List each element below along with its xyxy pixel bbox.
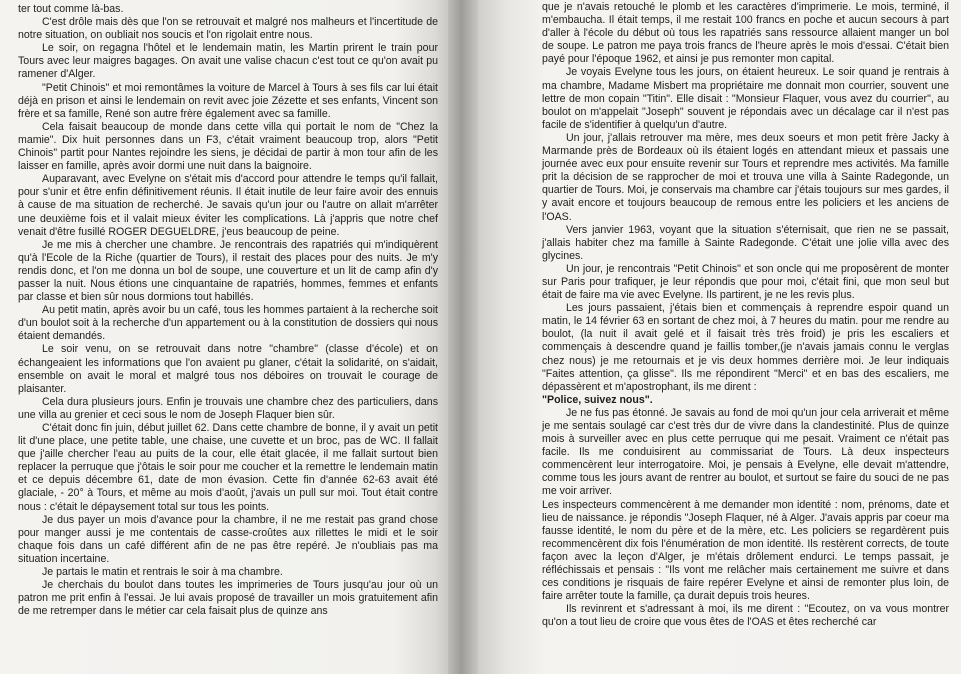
paragraph: Le soir, on regagna l'hôtel et le lendemain matin, les Martin prirent le train pour Tours avec leur maigres bagages. On avait une valise chacun c'est tout ce qu'on avait pu ramener d'Alger. [18, 42, 438, 81]
book-gutter [448, 0, 478, 674]
left-page [0, 0, 448, 674]
paragraph: Je voyais Evelyne tous les jours, on étaient heureux. Le soir quand je rentrais à ma chambre, Madame Misbert ma propriétaire me donnait mon courrier, souvent une lettre de mon copain "Titin". Elle disait : "Monsieur Flaquer, vous avez du courrier", au boulot on m'appelait "Joseph" souvent je répondais avec un décalage car il n'est pas facile de s'identifier à quelqu'un d'autre. [542, 66, 949, 131]
paragraph: Un jour, j'allais retrouver ma mère, mes deux soeurs et mon petit frère Jacky à Marmande près de Bordeaux où ils étaient logés en attendant mieux et passais une journée avec eux pour ensuite revenir sur Tours et reprendre mes activités. Ma famille prit la décision de se rapprocher de moi et trouva une villa à Sainte Radegonde, un quartier de Tours. Moi, je conservais ma chambre car j'étais toujours sur mes gardes, il y avait encore et toujours beaucoup de remous entre les policiers et les anciens de l'OAS. [542, 131, 949, 223]
paragraph: Un jour, je rencontrais "Petit Chinois" et son oncle qui me proposèrent de monter sur Paris pour trafiquer, je leur répondis que pour moi, c'était fini, que mon seul but était de faire ma vie avec Evelyne. Ils partirent, je ne les revis plus. [542, 262, 949, 302]
paragraph: Vers janvier 1963, voyant que la situation s'éternisait, que rien ne se passait, j'allais habiter chez ma famille à Sainte Radegonde. C'était une jolie villa avec des glycines. [542, 223, 949, 262]
paragraph: Au petit matin, après avoir bu un café, tous les hommes partaient à la recherche soit d'un boulot soit à la recherche d'un appartement ou à la constitution de dossiers qui nous étaient demandés. [18, 304, 438, 343]
quoted-line: "Police, suivez nous". [542, 393, 653, 406]
paragraph: Auparavant, avec Evelyne on s'était mis d'accord pour attendre le temps qu'il fallait, pour s'unir et être enfin définitivement réunis. Il était inutile de leur faire avoir des ennuis à cause de ma situation de recherché. Je savais qu'un jour ou l'autre on allait m'arrêter une deuxième fois et il valait mieux éviter les complications. Là j'appris que notre chef venait d'être fusillé ROGER DEGUELDRE, j'eus beaucoup de peine. [18, 173, 438, 238]
paragraph: Je cherchais du boulot dans toutes les imprimeries de Tours jusqu'au jour où un patron me prit enfin à l'essai. Je lui avais proposé de travailler un mois gratuitement afin de me retremper dans le métier car cela faisait plus de quinze ans [18, 579, 438, 618]
paragraph: Ils revinrent et s'adressant à moi, ils me dirent : "Ecoutez, on va vous montrer qu'on a tout lieu de croire que vous êtes de l'OAS et êtes recherché car [542, 603, 949, 629]
paragraph: que je n'avais retouché le plomb et les caractères d'imprimerie. Le mois, terminé, il m'embaucha. Il était temps, il me restait 100 francs en poche et aucun secours à part d'aller à l'école du début où tous les rapatriés sans ressource allaient manger un bol de soupe. Le patron me paya trois francs de l'heure après le mois d'essai. C'était bien payé pour l'époque 1962, et ainsi je pus remonter mon capital. [542, 1, 949, 66]
right-page [478, 0, 961, 674]
paragraph: C'était donc fin juin, début juillet 62. Dans cette chambre de bonne, il y avait un petit lit d'une place, une petite table, une chaise, une cuvette et un broc, pas de WC. Il fallait que j'aille chercher l'eau au puits de la cour, elle était glacée, il me fallait surtout bien replacer la perruque que j'ôtais le soir pour me coucher et la remettre le lendemain matin et ce depuis décembre 61, date de mon évasion. Cette fin d'année 62-63 avait été glaciale, - 20° à Tours, et même au mois d'août, j'avais un pull sur moi. Tout était contre nous : c'était le dépaysement total sur tous les points. [18, 422, 438, 513]
paragraph: Les inspecteurs commencèrent à me demander mon identité : nom, prénoms, date et lieu de naissance. je répondis "Joseph Flaquer, né à Alger. J'avais appris par coeur ma fausse identité, le nom du père et de la mère, etc. Les policiers se regardèrent puis recommencèrent dix fois l'énumération de mon identité. Ils restèrent corrects, de toute façon avec la leçon d'Alger, je m'étais drôlement endurci. Le temps passait, je réfléchissais et pensais : "Ils vont me relâcher mais certainement me suivre et dans ces conditions je risquais de faire repérer Evelyne et ainsi de remonter plus loin, de faire arrêter toute la famille, ça durait depuis trois heures. [542, 498, 949, 603]
paragraph: Les jours passaient, j'étais bien et commençais à reprendre espoir quand un matin, le 14 février 63 en sortant de chez moi, à 7 heures du matin. pour me rendre au boulot, (la nuit il avait gelé et il faisait très très froid) je pris les escaliers et commençais à descendre quand je faillis tomber,(je n'avais jamais connu le verglas chez nous) je me retournais et je vis deux hommes derrière moi. Je leur indiquais "Faites attention, ça glisse". Ils me répondirent "Merci" et en bas des escaliers, me dépassèrent et m'apostrophant, ils me dirent : [542, 302, 949, 393]
paragraph: Le soir venu, on se retrouvait dans notre "chambre" (classe d'école) et on échangeaient les informations que l'on avaient pu glaner, c'était la solidarité, on s'aidait, ensemble on avait le moral et malgré tous nos déboires on trouvait le courage de plaisanter. [18, 343, 438, 395]
paragraph: Je me mis à chercher une chambre. Je rencontrais des rapatriés qui m'indiquèrent qu'à l'Ecole de la Riche (quartier de Tours), il restait des places pour des nuits. Je m'y rendis donc, et l'on me donna un bol de soupe, une couverture et un lit de camp afin d'y passer la nuit. Nous étions une cinquantaine de rapatriés, hommes, femmes et enfants par classe et bien sûr nous dormions tout habillés. [18, 238, 438, 304]
paragraph: Je dus payer un mois d'avance pour la chambre, il ne me restait pas grand chose pour manger aussi je me contentais de casse-croûtes aux rillettes le midi et le soir chaque fois dans un café différent afin de ne pas être repéré. Je n'oubliais pas ma situation incertaine. [18, 513, 438, 565]
paragraph: Je ne fus pas étonné. Je savais au fond de moi qu'un jour cela arriverait et même je me sentais soulagé car c'est très dur de vivre dans la clandestinité. Plus de quinze mois à surveiller avec en plus cette perruque qui me pesait. Vraiment ce n'était pas facile. Ils me conduisirent au commissariat de Tours. Là deux inspecteurs commencèrent leur interrogatoire. Moi, je pensais à Evelyne, elle devait m'attendre, comme tous les jours avant de rentrer au boulot, et surtout se faire du souci de ne pas me voir arriver. [542, 406, 949, 498]
paragraph: Cela dura plusieurs jours. Enfin je trouvais une chambre chez des particuliers, dans une villa au grenier et ceci sous le nom de Joseph Flaquer bien sûr. [18, 395, 438, 421]
paragraph: "Petit Chinois" et moi remontâmes la voiture de Marcel à Tours à ses fils car lui était déjà en prison et ainsi le lendemain on revit avec joie Zézette et ses enfants, Vincent son frère et sa famille, René son autre frère également avec sa famille. [18, 81, 438, 120]
paragraph: Je partais le matin et rentrais le soir à ma chambre. [42, 566, 283, 579]
paragraph: C'est drôle mais dès que l'on se retrouvait et malgré nos malheurs et l'incertitude de notre situation, on oubliait nos soucis et l'on rigolait entre nous. [18, 16, 438, 42]
paragraph: Cela faisait beaucoup de monde dans cette villa qui portait le nom de "Chez la mamie". Dix huit personnes dans un F3, c'était vraiment beaucoup trop, alors "Petit Chinois" partit pour Nantes rejoindre les siens, je décidai de partir à mon tour afin de les laisser en famille, après avoir dormi une nuit dans la baignoire. [18, 120, 438, 173]
paragraph: ter tout comme là-bas. [18, 3, 124, 15]
